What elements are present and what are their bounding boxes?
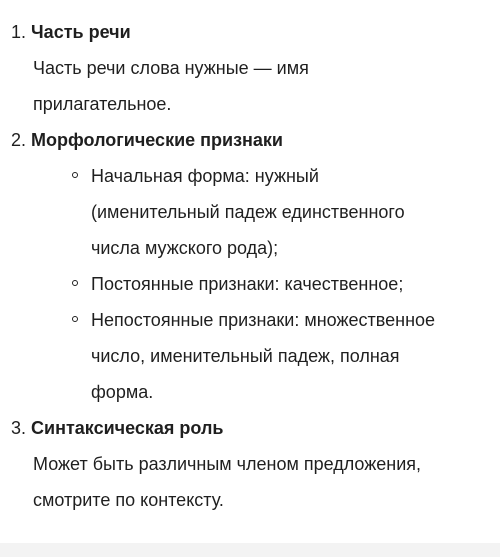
feature-list (0, 158, 500, 410)
section-morphological-features (0, 122, 500, 410)
list-item-line: (именительный падеж единственного (91, 202, 405, 222)
bottom-strip (0, 543, 500, 557)
list-item-line: форма. (91, 382, 154, 402)
section-number: 1. (11, 22, 27, 42)
section-title: Часть речи (31, 22, 131, 42)
list-item (0, 266, 500, 302)
list-item-line: число, именительный падеж, полная (91, 346, 400, 366)
section-heading (0, 14, 500, 50)
paragraph-line: Может быть различным членом предложения, (33, 454, 422, 474)
circle-bullet-icon (72, 280, 78, 286)
list-item-line: числа мужского рода); (91, 238, 279, 258)
section-number: 2. (11, 130, 27, 150)
list-item (0, 158, 500, 266)
section-heading (0, 122, 500, 158)
circle-bullet-icon (72, 172, 78, 178)
section-title: Синтаксическая роль (31, 418, 224, 438)
section-part-of-speech (0, 14, 500, 122)
section-heading (0, 410, 500, 446)
list-item (0, 302, 500, 410)
paragraph-line: Часть речи слова нужные — имя (33, 58, 309, 78)
list-item-line: Постоянные признаки: качественное; (91, 274, 404, 294)
list-item-line: Начальная форма: нужный (91, 166, 319, 186)
section-number: 3. (11, 418, 27, 438)
circle-bullet-icon (72, 316, 78, 322)
section-syntactic-role (0, 410, 500, 518)
section-title: Морфологические признаки (31, 130, 283, 150)
paragraph-line: прилагательное. (33, 94, 172, 114)
list-item-line: Непостоянные признаки: множественное (91, 310, 436, 330)
paragraph-line: смотрите по контексту. (33, 490, 224, 510)
